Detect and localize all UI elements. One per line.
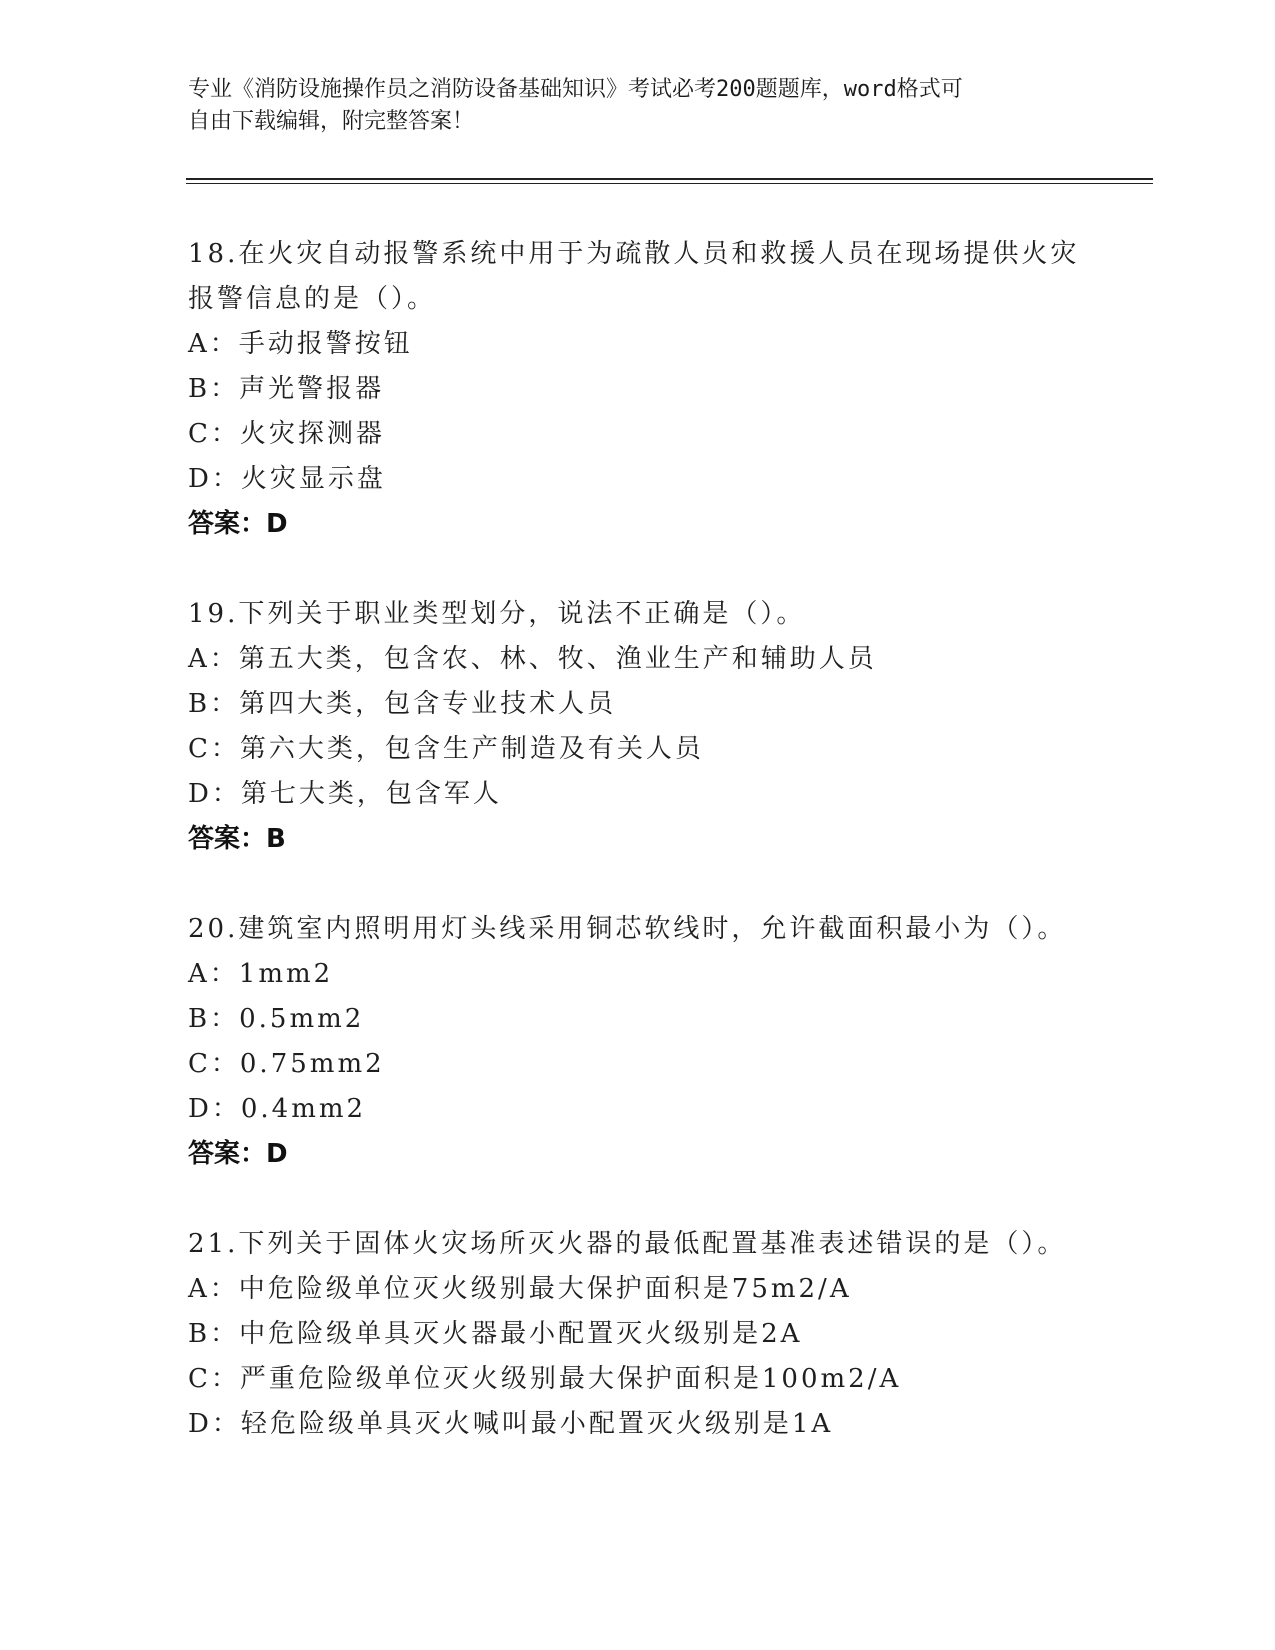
option-d: D：0.4mm2 bbox=[188, 1094, 367, 1124]
question-stem-line: 18.在火灾自动报警系统中用于为疏散人员和救援人员在现场提供火灾 bbox=[188, 239, 1080, 269]
option-a: A：第五大类，包含农、林、牧、渔业生产和辅助人员 bbox=[188, 644, 877, 674]
header-divider-thick bbox=[186, 178, 1153, 180]
answer-label: 答案：D bbox=[188, 1139, 288, 1169]
option-d: D：轻危险级单具灭火喊叫最小配置灭火级别是1A bbox=[188, 1409, 834, 1439]
question-20 bbox=[188, 907, 1088, 1177]
option-d: D：第七大类，包含军人 bbox=[188, 779, 502, 809]
option-c: C：0.75mm2 bbox=[188, 1049, 385, 1079]
header-line-2: 自由下载编辑，附完整答案！ bbox=[188, 109, 475, 134]
document-header bbox=[188, 74, 1068, 138]
header-divider-thin bbox=[186, 183, 1153, 184]
question-21 bbox=[188, 1222, 1088, 1447]
option-a: A：1mm2 bbox=[188, 959, 334, 989]
option-c: C：第六大类，包含生产制造及有关人员 bbox=[188, 734, 704, 764]
option-c: C：严重危险级单位灭火级别最大保护面积是100m2/A bbox=[188, 1364, 902, 1394]
question-stem-line: 报警信息的是（）。 bbox=[188, 284, 437, 314]
answer-label: 答案：D bbox=[188, 509, 288, 539]
header-line-1: 专业《消防设施操作员之消防设备基础知识》考试必考200题题库，word格式可 bbox=[188, 77, 963, 102]
option-b: B：声光警报器 bbox=[188, 374, 385, 404]
option-b: B：第四大类，包含专业技术人员 bbox=[188, 689, 617, 719]
option-a: A：手动报警按钮 bbox=[188, 329, 413, 359]
question-19 bbox=[188, 592, 1088, 862]
question-18 bbox=[188, 232, 1088, 547]
option-b: B：中危险级单具灭火器最小配置灭火级别是2A bbox=[188, 1319, 803, 1349]
option-b: B：0.5mm2 bbox=[188, 1004, 365, 1034]
option-c: C：火灾探测器 bbox=[188, 419, 385, 449]
question-stem-line: 19.下列关于职业类型划分，说法不正确是（）。 bbox=[188, 599, 806, 629]
answer-label: 答案：B bbox=[188, 824, 286, 854]
option-a: A：中危险级单位灭火级别最大保护面积是75m2/A bbox=[188, 1274, 852, 1304]
question-stem-line: 20.建筑室内照明用灯头线采用铜芯软线时，允许截面积最小为（）。 bbox=[188, 914, 1067, 944]
option-d: D：火灾显示盘 bbox=[188, 464, 386, 494]
question-stem-line: 21.下列关于固体火灾场所灭火器的最低配置基准表述错误的是（）。 bbox=[188, 1229, 1067, 1259]
